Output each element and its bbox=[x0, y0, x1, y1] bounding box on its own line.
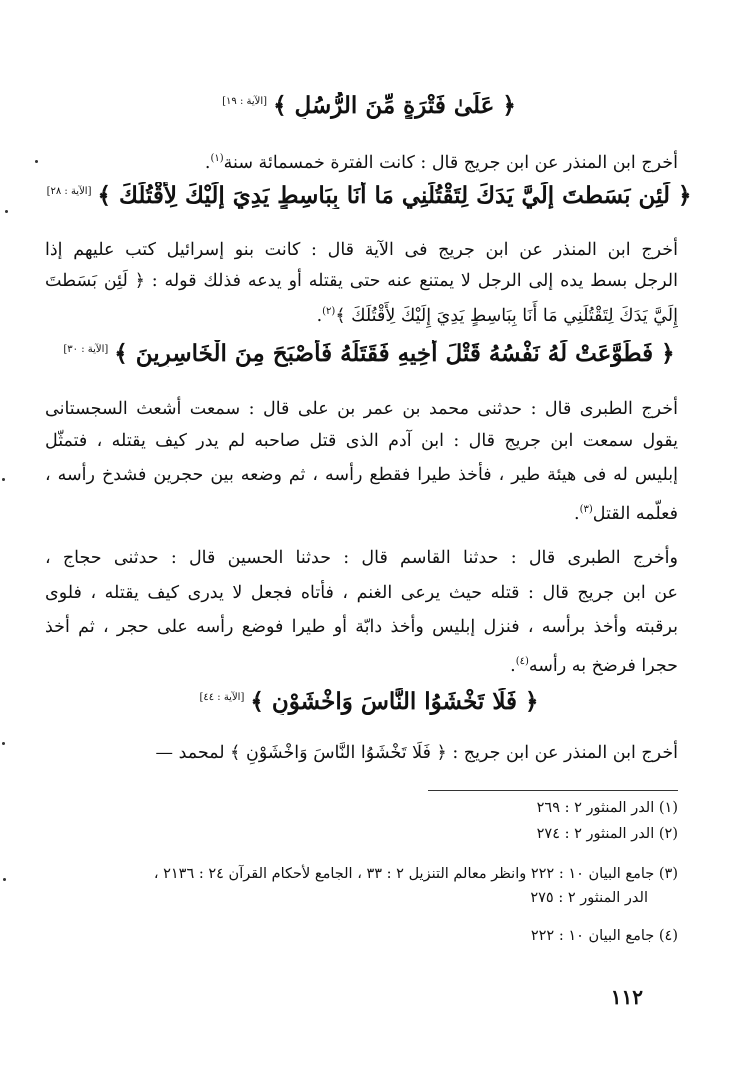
paragraph-line bbox=[45, 740, 678, 766]
paragraph-line bbox=[45, 614, 678, 640]
verse-heading-30 bbox=[40, 340, 698, 367]
footnote-2: (٢) الدر المنثور ٢ : ٢٧٤ bbox=[536, 826, 678, 842]
paragraph-text: أخرج ابن المنذر عن ابن جريج قال : كانت الفترة خمسمائة سنة bbox=[223, 152, 678, 173]
footnote-1: (١) الدر المنثور ٢ : ٢٦٩ bbox=[536, 800, 678, 816]
paragraph-line bbox=[45, 428, 678, 454]
page-number: ١١٢ bbox=[610, 985, 643, 1009]
paragraph-text: عن ابن جريج قال : قتله حيث يرعى الغنم ، فأتاه فجعل لا يدرى كيف يقتله ، فلوى bbox=[45, 583, 678, 603]
footnote-divider bbox=[428, 790, 678, 791]
footnote-4: (٤) جامع البيان ١٠ : ٢٢٢ bbox=[530, 928, 678, 944]
paragraph-text: أخرج ابن المنذر عن ابن جريج : ﴿ فَلَا تَخْشَوُا النَّاسَ وَاخْشَوْنِ ﴾ لمحمد — bbox=[155, 743, 678, 763]
scan-speck bbox=[35, 160, 38, 163]
paragraph-line bbox=[45, 268, 678, 294]
scan-speck bbox=[3, 878, 6, 881]
footnote-marker: (٣) bbox=[579, 504, 593, 515]
paragraph-line: فعلّمه القتل$^{(٣)}$. bbox=[573, 503, 678, 524]
paragraph-text: أخرج الطبرى قال : حدثنى محمد بن عمر بن على قال : سمعت أشعث السجستانى bbox=[45, 399, 678, 419]
paragraph-line bbox=[45, 545, 678, 571]
paragraph-text: برقبته وأخذ برأسه ، فنزل إبليس وأخذ دابّة أو طيرا فوضع رأسه على حجر ، ثم أخذ bbox=[45, 617, 678, 637]
footnote-3: (٣) جامع البيان ١٠ : ٢٢٢ وانظر معالم التنزيل ٢ : ٣٣ ، الجامع لأحكام القرآن ٢٤ : ٢١٣٦ ، bbox=[153, 866, 678, 882]
paragraph-line: حجرا فرضخ به رأسه$^{(٤)}$. bbox=[510, 655, 678, 676]
verse-reference: [الآية : ٣٠] bbox=[63, 344, 109, 356]
paragraph-text: إبليس له فى هيئة طير ، فأخذ طيرا فقطع رأسه ، ثم وضعه بين حجرين فشدخ رأسه ، bbox=[45, 465, 678, 485]
verse-text: ﴿ لَئِن بَسَطتَ إِلَيَّ يَدَكَ لِتَقْتُلَنِي مَا أَنَا بِبَاسِطٍ يَدِيَ إِلَيْكَ لِأَقْتُلَكَ ﴾ bbox=[97, 182, 692, 209]
paragraph-line bbox=[45, 462, 678, 488]
verse-heading-19 bbox=[40, 92, 698, 119]
paragraph-text: أخرج ابن المنذر عن ابن جريج فى الآية قال : كانت بنو إسرائيل كتب عليهم إذا bbox=[45, 240, 678, 260]
scan-speck bbox=[2, 478, 5, 481]
scan-speck bbox=[2, 742, 5, 745]
verse-text: ﴿ عَلَىٰ فَتْرَةٍ مِّنَ الرُّسُلِ ﴾ bbox=[273, 92, 516, 119]
paragraph-text: إِلَيَّ يَدَكَ لِتَقْتُلَنِي مَا أَنَا بِبَاسِطٍ يَدِيَ إِلَيْكَ لِأَقْتُلَكَ ﴾ bbox=[335, 305, 678, 326]
footnote-marker: (٢) bbox=[322, 306, 336, 317]
paragraph-line bbox=[45, 580, 678, 606]
verse-heading-28 bbox=[40, 182, 698, 209]
verse-reference: [الآية : ٢٨] bbox=[46, 186, 92, 198]
verse-text: ﴿ فَطَوَّعَتْ لَهُ نَفْسُهُ قَتْلَ أَخِيهِ فَقَتَلَهُ فَأَصْبَحَ مِنَ الْخَاسِرِينَ ﴾ bbox=[114, 340, 675, 367]
paragraph-line: إِلَيَّ يَدَكَ لِتَقْتُلَنِي مَا أَنَا بِبَاسِطٍ يَدِيَ إِلَيْكَ لِأَقْتُلَكَ ﴾$^{(٢)}$. bbox=[316, 305, 678, 326]
verse-heading-44 bbox=[40, 688, 698, 715]
verse-reference: [الآية : ١٩] bbox=[222, 96, 268, 108]
paragraph-line: أخرج ابن المنذر عن ابن جريج قال : كانت الفترة خمسمائة سنة$^{(١)}$. bbox=[204, 152, 678, 173]
verse-text: ﴿ فَلَا تَخْشَوُا النَّاسَ وَاخْشَوْنِ ﴾ bbox=[250, 688, 539, 715]
footnote-3-continued: الدر المنثور ٢ : ٢٧٥ bbox=[530, 890, 648, 906]
paragraph-line bbox=[45, 396, 678, 422]
paragraph-line bbox=[45, 237, 678, 263]
footnote-marker: (١) bbox=[210, 153, 224, 164]
paragraph-text: يقول سمعت ابن جريج قال : ابن آدم الذى قتل صاحبه لم يدر كيف يقتله ، فتمثّل bbox=[45, 431, 678, 451]
paragraph-text: حجرا فرضخ به رأسه bbox=[528, 655, 678, 676]
scan-speck bbox=[5, 210, 8, 213]
verse-reference: [الآية : ٤٤] bbox=[199, 692, 245, 704]
paragraph-text: وأخرج الطبرى قال : حدثنا القاسم قال : حدثنا الحسين قال : حدثنى حجاج ، bbox=[45, 548, 678, 568]
paragraph-text: الرجل بسط يده إلى الرجل لا يمتنع عنه حتى يقتله أو يدعه فذلك قوله : ﴿ لَئِن بَسَطتَ bbox=[45, 271, 678, 291]
paragraph-text: فعلّمه القتل bbox=[592, 503, 678, 524]
footnote-marker: (٤) bbox=[515, 656, 529, 667]
